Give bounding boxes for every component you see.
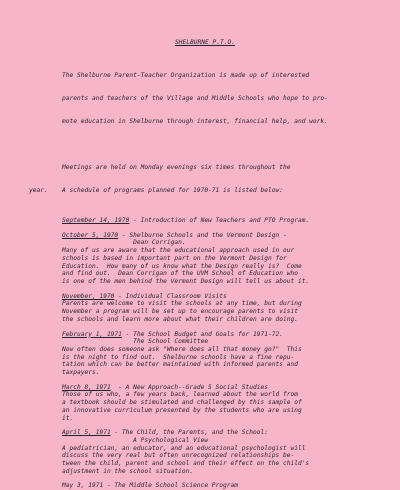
program-date: November, 1970 <box>62 292 115 300</box>
program-title: - A New Approach--Grade 5 Social Studies <box>110 383 268 391</box>
program-line: and find out. Dean Corrigan of the UVM School of Education who <box>62 270 298 278</box>
program-schedule <box>0 217 400 490</box>
program-entry <box>0 293 400 324</box>
program-date: April 5, 1971 <box>62 429 111 437</box>
program-heading <box>62 232 400 240</box>
program-line: Now often does someone ask "Where does all that money go?" This <box>62 345 302 353</box>
program-line: a textbook should be stimulated and challenged by this sample of <box>62 399 302 407</box>
intro-line: mote education in Shelburne through interest, financial help, and work. <box>62 118 328 126</box>
program-entry <box>0 217 400 225</box>
program-title: - The Child, the Parents, and the School: <box>110 429 268 437</box>
intro-line: parents and teachers of the Village and Middle Schools who hope to pro- <box>62 95 328 103</box>
program-line: tween the child, parent and school and their effect on the child's <box>62 460 310 468</box>
meetings-hang: year. <box>29 186 48 194</box>
program-line: schools is based in important part on the Vermont Design for <box>62 254 287 262</box>
program-entry <box>0 331 400 377</box>
program-line: it. <box>62 414 74 422</box>
meetings-paragraph <box>0 148 400 210</box>
program-line: Those of us who, a few years back, learned about the world from <box>62 391 298 399</box>
program-heading <box>62 429 400 437</box>
program-entry <box>0 384 400 423</box>
meetings-line: year. A schedule of programs planned for 1970-71 is listed below: <box>29 186 283 194</box>
program-line: adjustment in the school situation. <box>62 467 194 475</box>
program-heading: May 3, 1971 - The Middle School Science Program <box>62 482 239 490</box>
program-heading <box>62 217 400 225</box>
document-title: SHELBURNE P.T.O. <box>175 39 235 46</box>
program-line: Dean Corrigan. <box>62 239 186 247</box>
program-line: A pediatrician, an educator, and an educational psychologist will <box>62 444 306 452</box>
program-date: October 5, 1970 <box>62 231 119 239</box>
intro-paragraph <box>0 57 400 142</box>
program-line: an innovative curriculum presented by the students who are using <box>62 406 302 414</box>
program-line: A Psychological View <box>62 436 209 444</box>
intro-line: The Shelburne Parent-Teacher Organization is made up of interested <box>62 72 310 80</box>
program-line: taxpayers. <box>62 369 100 377</box>
program-line: the schools and learn more about what their children are doing. <box>62 315 298 323</box>
program-title: - Individual Classroom Visits <box>114 292 227 300</box>
program-line: is the night to find out. Shelburne schools have a fine repu- <box>62 353 295 361</box>
program-date: September 14, 1970 <box>62 217 130 225</box>
document-body <box>0 39 400 490</box>
program-entry-partial <box>0 482 400 490</box>
meetings-line: Meetings are held on Monday evenings six times throughout the <box>62 163 291 171</box>
program-entry <box>0 232 400 286</box>
program-date: March 8, 1971 <box>62 383 111 391</box>
program-line: is one of the men behind the Vermont Design will tell us about it. <box>62 277 310 285</box>
program-line: Many of us are aware that the educational approach used in our <box>62 247 295 255</box>
program-line: The School Committee <box>62 338 209 346</box>
program-line: November a program will be set up to encourage parents to visit <box>62 308 298 316</box>
program-title: - Shelburne Schools and the Vermont Design - <box>118 231 287 239</box>
program-line: Education. How many of us know what the Design really is? Come <box>62 262 302 270</box>
program-line: discuss the very real but often unrecognized relationships be- <box>62 452 295 460</box>
program-line: tation which can be better maintained with informed parents and <box>62 361 298 369</box>
program-date: February 1, 1971 <box>62 330 122 338</box>
program-title: - The School Budget and Goals for 1971-72. <box>121 330 283 338</box>
program-title: - Introduction of New Teachers and PTO Program. <box>129 217 310 225</box>
program-entry <box>0 429 400 475</box>
program-line: Parents are welcome to visit the schools at any time, but during <box>62 300 302 308</box>
